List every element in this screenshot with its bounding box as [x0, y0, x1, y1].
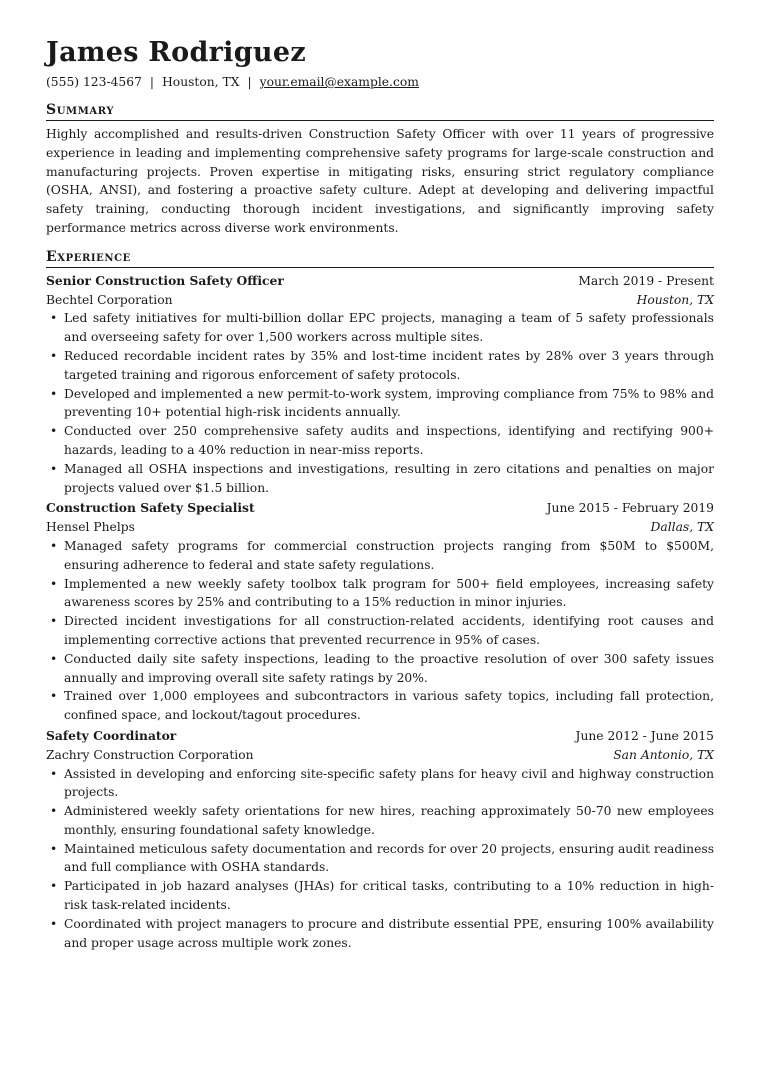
contact-phone: (555) 123-4567 [46, 75, 142, 89]
job-location: Houston, TX [636, 292, 714, 307]
job-bullet: • Managed safety programs for commercial construction projects ranging from $50M to $500M, ensuring adherence to federal and state safety regulations. [64, 537, 714, 575]
job-bullet: • Managed all OSHA inspections and investigations, resulting in zero citations and penalties on major projects valued over $1.5 billion. [64, 460, 714, 498]
job-bullet: • Coordinated with project managers to procure and distribute essential PPE, ensuring 100% availability and proper usage across multiple work zones. [64, 915, 714, 953]
job-bullets [46, 765, 714, 953]
job-bullet: • Maintained meticulous safety documentation and records for over 20 projects, ensuring audit readiness and full compliance with OSHA standards. [64, 840, 714, 878]
job-dates: June 2015 - February 2019 [546, 501, 714, 516]
job-bullet: • Conducted over 250 comprehensive safety audits and inspections, identifying and rectifying 900+ hazards, leading to a 40% reduction in near-miss reports. [64, 422, 714, 460]
job-bullet: • Led safety initiatives for multi-billion dollar EPC projects, managing a team of 5 safety professionals and overseeing safety for over 1,500 workers across multiple sites. [64, 309, 714, 347]
job-company: Zachry Construction Corporation [46, 747, 254, 762]
job-entry [46, 272, 714, 498]
job-bullet: • Reduced recordable incident rates by 35% and lost-time incident rates by 28% over 3 years through targeted training and rigorous enforcement of safety protocols. [64, 347, 714, 385]
job-bullet: • Conducted daily site safety inspections, leading to the proactive resolution of over 300 safety issues annually and improving overall site safety ratings by 20%. [64, 650, 714, 688]
contact-email-link[interactable]: your.email@example.com [259, 75, 419, 89]
job-bullet: • Assisted in developing and enforcing site-specific safety plans for heavy civil and highway construction projects. [64, 765, 714, 803]
summary-heading: Summary [46, 101, 714, 121]
resume-name: James Rodriguez [46, 37, 306, 68]
job-location: San Antonio, TX [613, 747, 714, 762]
job-entry [46, 727, 714, 953]
job-bullet: • Trained over 1,000 employees and subcontractors in various safety topics, including fall protection, confined space, and lockout/tagout procedures. [64, 687, 714, 725]
job-bullet: • Directed incident investigations for all construction-related accidents, identifying root causes and implementing corrective actions that prevented recurrence in 95% of cases. [64, 612, 714, 650]
experience-heading: Experience [46, 248, 714, 268]
job-header-row [46, 499, 714, 518]
experience-list [46, 272, 714, 953]
job-header-row [46, 727, 714, 746]
job-dates: March 2019 - Present [578, 273, 714, 288]
job-bullet: • Participated in job hazard analyses (JHAs) for critical tasks, contributing to a 10% reduction in high-risk task-related incidents. [64, 877, 714, 915]
job-dates: June 2012 - June 2015 [575, 728, 714, 743]
job-bullet: • Administered weekly safety orientations for new hires, reaching approximately 50-70 new employees monthly, ensuring foundational safety knowledge. [64, 802, 714, 840]
contact-separator: | [149, 75, 155, 89]
summary-text: Highly accomplished and results-driven Construction Safety Officer with over 11 years of progressive experience in leading and implementing comprehensive safety programs for large-scale construction and manufacturing projects. Proven expertise in mitigating risks, ensuring strict regulatory compliance (OSHA, ANSI), and fostering a proactive safety culture. Adept at developing and delivering impactful safety training, conducting thorough incident investigations, and significantly improving safety performance metrics across diverse work environments. [46, 127, 714, 235]
job-title: Construction Safety Specialist [46, 500, 255, 516]
contact-location: Houston, TX [162, 75, 240, 89]
job-company-row [46, 518, 714, 537]
job-location: Dallas, TX [650, 520, 714, 535]
job-title: Safety Coordinator [46, 727, 177, 743]
job-bullet: • Implemented a new weekly safety toolbox talk program for 500+ field employees, increasing safety awareness scores by 25% and contributing to a 15% reduction in minor injuries. [64, 575, 714, 613]
job-title: Senior Construction Safety Officer [46, 272, 284, 288]
contact-separator: | [247, 75, 252, 89]
job-header-row [46, 272, 714, 291]
job-bullet: • Developed and implemented a new permit-to-work system, improving compliance from 75% to 98% and preventing 10+ potential high-risk incidents annually. [64, 385, 714, 423]
job-company: Bechtel Corporation [46, 292, 173, 307]
contact-line [46, 74, 714, 91]
job-bullets [46, 537, 714, 725]
job-company-row [46, 291, 714, 310]
job-company-row [46, 746, 714, 765]
job-company: Hensel Phelps [46, 520, 135, 535]
job-entry [46, 499, 714, 725]
job-bullets [46, 309, 714, 497]
